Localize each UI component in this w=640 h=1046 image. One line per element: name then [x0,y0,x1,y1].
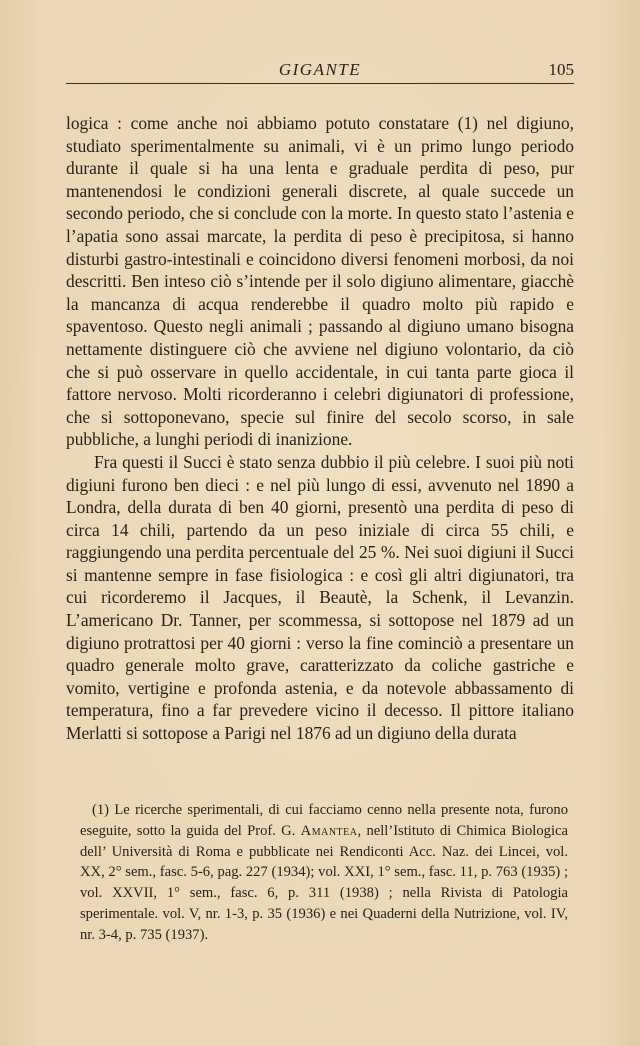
footnote-text-start: (1) Le ricerche sperimentali, di cui facciamo cenno nella presente nota, furono eseguite, sotto la guida del Prof. G. [80,802,568,839]
footnote [80,800,568,946]
page-number: 105 [548,60,574,79]
header-rule [66,83,574,84]
footnote-text-end: , nell’Istituto di Chimica Biologica dell’ Università di Roma e pubblicate nei Rendiconti Acc. Naz. dei Lincei, vol. XX, 2° sem., fasc. 5-6, pag. 227 (1934); vol. XXI, 1° sem., fasc. 11, p. 763 (1935) ; vol. XXVII, 1° sem., fasc. 6, p. 311 (1938) ; nella Rivista di Patologia sperimentale. vol. V, nr. 1-3, p. 35 (1936) e nei Quaderni della Nutrizione, vol. IV, nr. 3-4, p. 735 (1937). [80,822,568,943]
footnote-paragraph [80,800,568,946]
paragraph-2: Fra questi il Succi è stato senza dubbio il più celebre. I suoi più noti digiuni furono ben dieci : e nel più lungo di essi, avvenuto nel 1890 a Londra, della durata di ben 40 giorni, presentò una perdita di peso di circa 14 chili, partendo da un peso iniziale di circa 55 chili, e raggiungendo una perdita percentuale del 25 %. Nei suoi digiuni il Succi si mantenne sempre in fase fisiologica : e così gli altri digiunatori, tra cui ricorderemo il Jacques, il Beautè, la Schenk, il Levanzin. L’americano Dr. Tanner, per scommessa, si sottopose nel 1879 ad un digiuno protrattosi per 40 giorni : verso la fine cominciò a presentare un quadro generale molto grave, caratterizzato da coliche gastriche e vomito, vertigine e profonda astenia, e da notevole abbassamento di temperatura, fino a far prevedere vicino il decesso. Il pittore italiano Merlatti si sottopose a Parigi nel 1876 ad un digiuno della durata [66,451,574,744]
paragraph-1: logica : come anche noi abbiamo potuto constatare (1) nel digiuno, studiato sperimentalmente su animali, vi è un primo lungo periodo durante il quale si ha una lenta e graduale perdita di peso, pur mantenendosi le condizioni generali discrete, al quale succede un secondo periodo, che si conclude con la morte. In questo stato l’astenia e l’apatia sono assai marcate, la perdita di peso è precipitosa, si hanno disturbi gastro-intestinali e coincidono diversi fenomeni morbosi, da noi descritti. Ben inteso ciò s’intende per il solo digiuno alimentare, giacchè la mancanza di acqua renderebbe il quadro molto più rapido e spaventoso. Questo negli animali ; passando al digiuno umano bisogna nettamente distinguere ciò che avviene nel digiuno volontario, da ciò che si può osservare in quello accidentale, in cui tanta parte gioca il fattore nervoso. Molti ricorderanno i celebri digiunatori di professione, che si sottoponevano, specie sul finire del secolo scorso, in sale pubbliche, a lunghi periodi di inanizione. [66,113,574,450]
body-text [66,112,574,745]
running-head [66,56,574,84]
running-title: GIGANTE [278,60,362,79]
footnote-author-name: Amantea [300,822,358,839]
